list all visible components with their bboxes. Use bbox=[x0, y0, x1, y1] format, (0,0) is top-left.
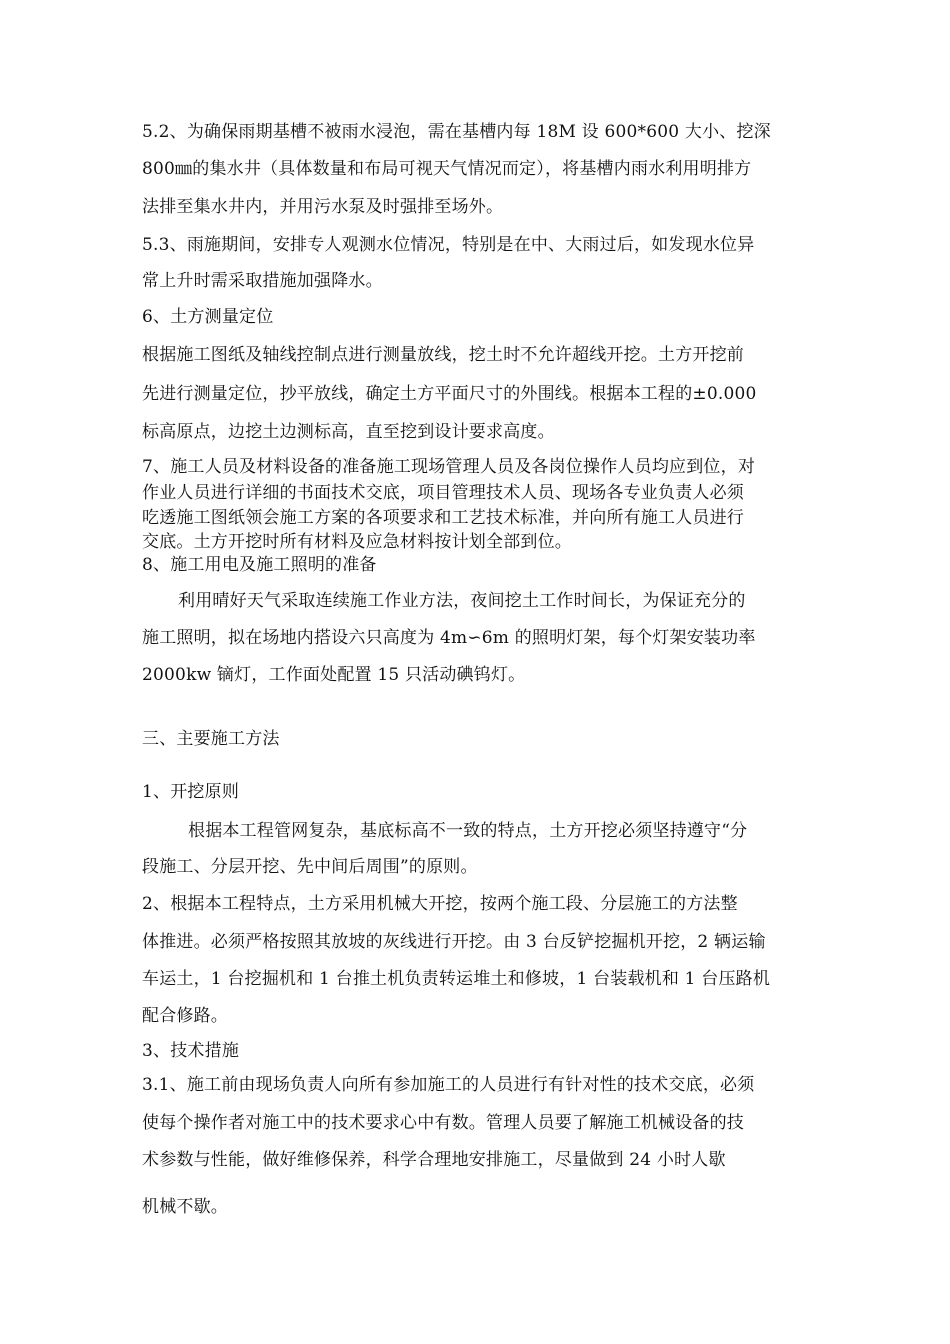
text-line: 利用晴好天气采取连续施工作业方法，夜间挖土工作时间长，为保证充分的 bbox=[178, 591, 746, 611]
text-line: 使每个操作者对施工中的技术要求心中有数。管理人员要了解施工机械设备的技 bbox=[142, 1113, 744, 1133]
text-line: 车运土，1 台挖掘机和 1 台推土机负责转运堆土和修坡，1 台装载机和 1 台压路机 bbox=[142, 969, 771, 989]
text-line: 吃透施工图纸领会施工方案的各项要求和工艺技术标准，并向所有施工人员进行 bbox=[142, 508, 744, 528]
text-line: 交底。土方开挖时所有材料及应急材料按计划全部到位。 bbox=[142, 532, 572, 552]
text-line: 先进行测量定位，抄平放线，确定土方平面尺寸的外围线。根据本工程的±0.000 bbox=[142, 384, 757, 404]
text-line: 3.1、施工前由现场负责人向所有参加施工的人员进行有针对性的技术交底，必须 bbox=[142, 1075, 755, 1095]
text-line: 2000kw 镝灯，工作面处配置 15 只活动碘钨灯。 bbox=[142, 665, 526, 685]
text-line: 施工照明，拟在场地内搭设六只高度为 4m∽6m 的照明灯架，每个灯架安装功率 bbox=[142, 628, 756, 648]
text-line: 术参数与性能，做好维修保养，科学合理地安排施工，尽量做到 24 小时人歇 bbox=[142, 1150, 726, 1170]
section-heading: 2、根据本工程特点，土方采用机械大开挖，按两个施工段、分层施工的方法整 bbox=[142, 894, 738, 914]
text-line: 5.2、为确保雨期基槽不被雨水浸泡，需在基槽内每 18M 设 600*600 大小、挖深 bbox=[142, 122, 771, 142]
section-heading: 8、施工用电及施工照明的准备 bbox=[142, 555, 377, 575]
text-line: 段施工、分层开挖、先中间后周围”的原则。 bbox=[142, 857, 478, 877]
chapter-heading: 三、主要施工方法 bbox=[142, 729, 280, 749]
text-line: 体推进。必须严格按照其放坡的灰线进行开挖。由 3 台反铲挖掘机开挖，2 辆运输 bbox=[142, 932, 766, 952]
section-heading: 3、技术措施 bbox=[142, 1041, 240, 1061]
text-line: 配合修路。 bbox=[142, 1006, 228, 1026]
text-line: 7、施工人员及材料设备的准备施工现场管理人员及各岗位操作人员均应到位，对 bbox=[142, 457, 756, 477]
text-line: 5.3、雨施期间，安排专人观测水位情况，特别是在中、大雨过后，如发现水位异 bbox=[142, 235, 755, 255]
text-line: 根据施工图纸及轴线控制点进行测量放线，挖土时不允许超线开挖。土方开挖前 bbox=[142, 345, 744, 365]
text-line: 常上升时需采取措施加强降水。 bbox=[142, 271, 383, 291]
text-line: 根据本工程管网复杂，基底标高不一致的特点，土方开挖必须坚持遵守“分 bbox=[188, 821, 748, 841]
text-line: 作业人员进行详细的书面技术交底，项目管理技术人员、现场各专业负责人必须 bbox=[142, 483, 744, 503]
section-heading: 6、土方测量定位 bbox=[142, 307, 274, 327]
text-line: 机械不歇。 bbox=[142, 1197, 228, 1217]
text-line: 标高原点，边挖土边测标高，直至挖到设计要求高度。 bbox=[142, 422, 555, 442]
text-line: 法排至集水井内，并用污水泵及时强排至场外。 bbox=[142, 197, 504, 217]
section-heading: 1、开挖原则 bbox=[142, 782, 240, 802]
text-line: 800㎜的集水井（具体数量和布局可视天气情况而定），将基槽内雨水利用明排方 bbox=[142, 159, 752, 179]
